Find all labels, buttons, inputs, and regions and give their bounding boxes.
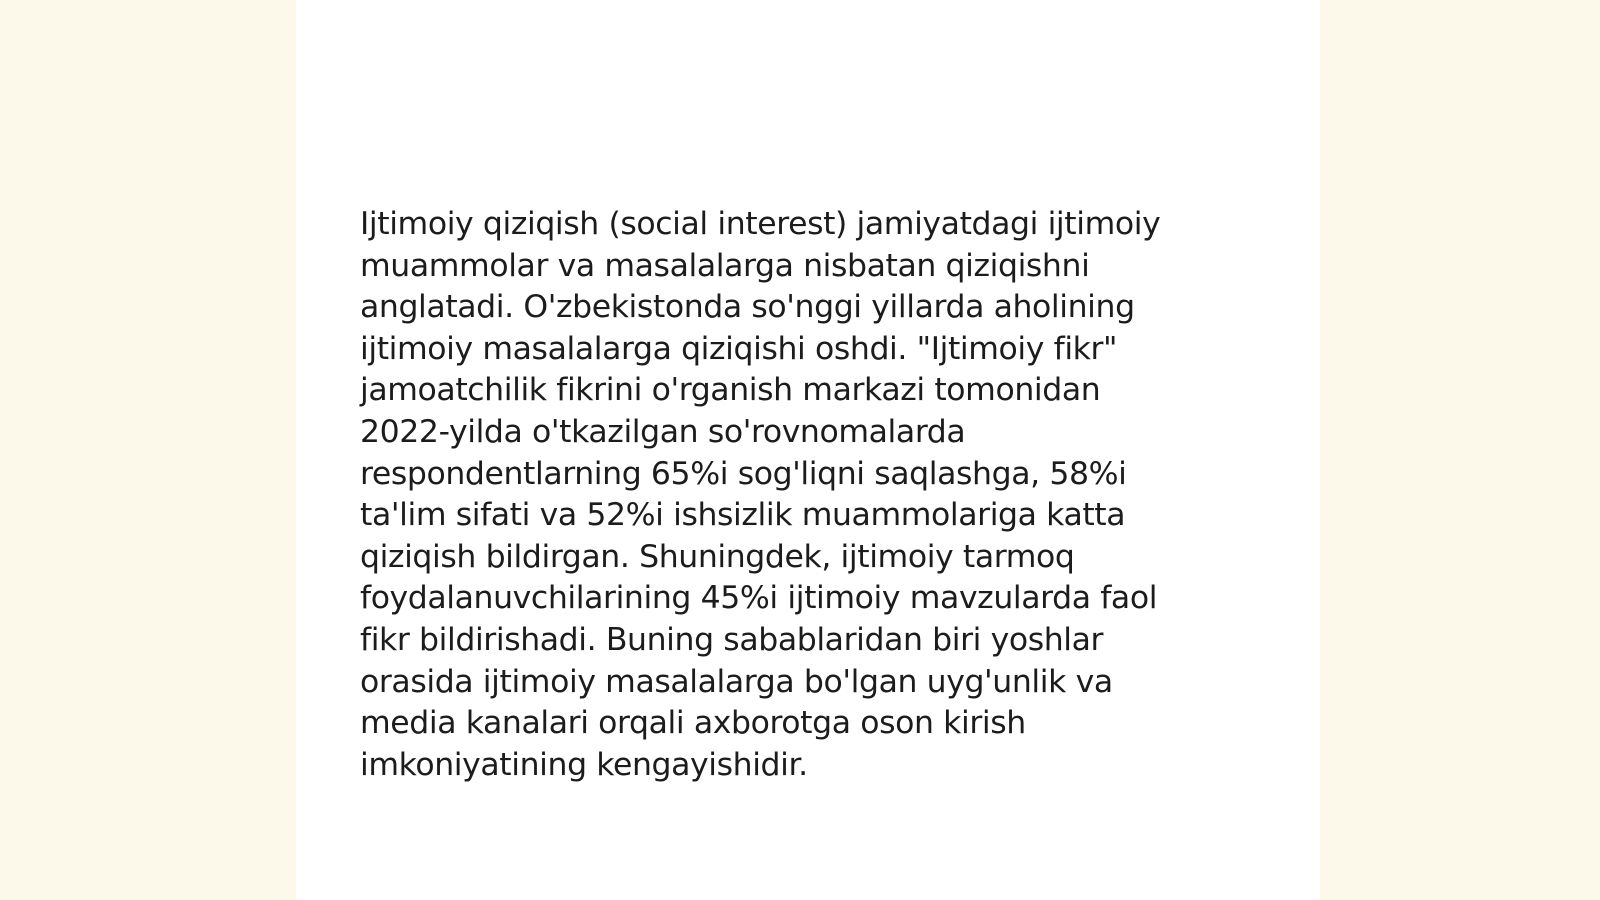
body-paragraph: [360, 204, 1220, 786]
paragraph-line: fikr bildirishadi. Buning sabablaridan biri yoshlar: [360, 621, 1104, 658]
paragraph-line: media kanalari orqali axborotga oson kirish: [360, 705, 1026, 742]
paragraph-line: jamoatchilik fikrini o'rganish markazi tomonidan: [360, 372, 1101, 409]
paragraph-line: Ijtimoiy qiziqish (social interest) jamiyatdagi ijtimoiy: [360, 206, 1161, 242]
paragraph-line: ta'lim sifati va 52%i ishsizlik muammolariga katta: [360, 497, 1126, 534]
paragraph-line: qiziqish bildirgan. Shuningdek, ijtimoiy tarmoq: [360, 538, 1075, 575]
paragraph-line: 2022-yilda o'tkazilgan so'rovnomalarda: [360, 413, 966, 450]
paragraph-line: imkoniyatining kengayishidir.: [360, 746, 808, 783]
paragraph-line: orasida ijtimoiy masalalarga bo'lgan uyg'unlik va: [360, 663, 1113, 700]
paragraph-line: ijtimoiy masalalarga qiziqishi oshdi. "Ijtimoiy fikr": [360, 330, 1118, 367]
paragraph-line: muammolar va masalalarga nisbatan qiziqishni: [360, 247, 1090, 284]
paragraph-line: anglatadi. O'zbekistonda so'nggi yillarda aholining: [360, 289, 1135, 326]
paragraph-line: foydalanuvchilarining 45%i ijtimoiy mavzularda faol: [360, 580, 1158, 617]
paragraph-line: respondentlarning 65%i sog'liqni saqlashga, 58%i: [360, 455, 1127, 492]
document-page: [296, 0, 1320, 900]
